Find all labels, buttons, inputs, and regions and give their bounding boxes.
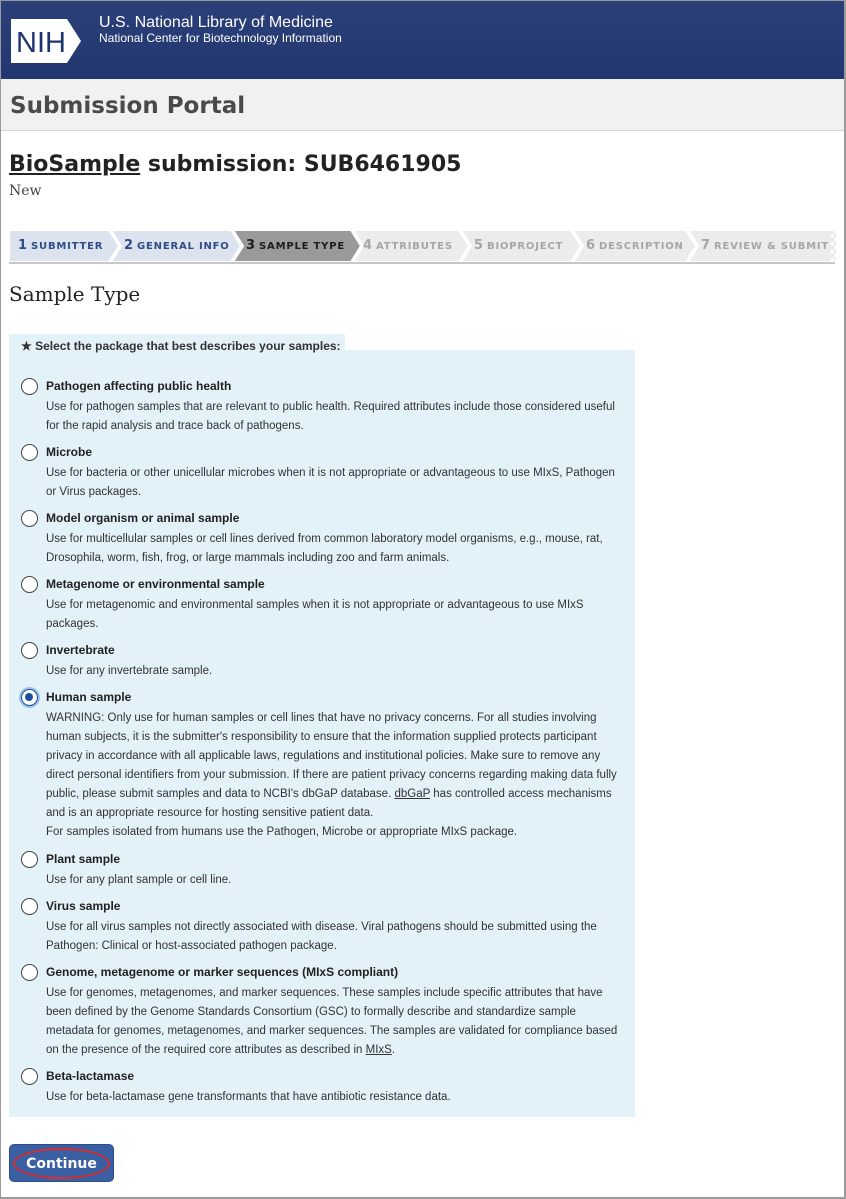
org-subname[interactable]: National Center for Biotechnology Information (99, 31, 342, 45)
option-description-text: Use for genomes, metagenomes, and marker sequences. These samples include specific attributes that have been defined by the Genome Standards Consortium (GSC) to formally describe and standardize sample metadata for genomes, metagenomes, and marker sequences. The samples are validated for compliance based on the presence of the required core attributes as described in (46, 987, 618, 1056)
option-description-link[interactable]: MIxS (365, 1044, 392, 1056)
radio-microbe[interactable] (21, 444, 38, 461)
org-name[interactable]: U.S. National Library of Medicine (99, 14, 333, 31)
package-legend (9, 334, 345, 358)
option-description (46, 918, 626, 956)
option-description-text: Use for pathogen samples that are relevant to public health. Required attributes include those considered useful for the rapid analysis and trace back of pathogens. (46, 401, 615, 432)
option-title[interactable]: Invertebrate (46, 643, 115, 657)
option-description-note: For samples isolated from humans use the Pathogen, Microbe or appropriate MIxS package. (46, 826, 518, 838)
option-description (46, 662, 626, 681)
step-4 (353, 230, 469, 262)
step-3[interactable] (233, 230, 361, 262)
biosample-link[interactable]: BioSample (9, 152, 141, 177)
option-title[interactable]: Beta-lactamase (46, 1069, 135, 1083)
continue-button[interactable]: Continue (9, 1144, 114, 1182)
step-number: 4 (363, 238, 373, 253)
option-title[interactable]: Model organism or animal sample (46, 511, 240, 525)
radio-invertebrate[interactable] (21, 642, 38, 659)
option-title[interactable]: Metagenome or environmental sample (46, 577, 265, 591)
step-number: 2 (124, 238, 134, 253)
step-1[interactable] (9, 230, 119, 262)
step-text: DESCRIPTION (599, 241, 684, 252)
step-text: BIOPROJECT (487, 241, 564, 252)
option-description (46, 1088, 626, 1107)
option-description-text: . (391, 1044, 396, 1056)
option-title[interactable]: Plant sample (46, 852, 121, 866)
portal-bar (1, 79, 844, 131)
option-description (46, 530, 626, 568)
radio-beta-lactamase[interactable] (21, 1068, 38, 1085)
step-text: SUBMITTER (31, 241, 104, 252)
option-description-text: has controlled access mechanisms and is an appropriate resource for hosting sensitive patient data. (46, 788, 612, 819)
nih-logo[interactable] (11, 19, 81, 63)
option-description-link[interactable]: dbGaP (394, 788, 431, 800)
step-number: 7 (701, 238, 711, 253)
radio-pathogen[interactable] (21, 378, 38, 395)
option-description (46, 709, 626, 842)
step-label (246, 238, 345, 253)
step-text: SAMPLE TYPE (259, 241, 345, 252)
radio-metagenome[interactable] (21, 576, 38, 593)
option-description (46, 596, 626, 634)
step-label (363, 238, 453, 253)
radio-human[interactable] (21, 689, 38, 706)
step-5 (461, 230, 581, 262)
option-description-text: Use for metagenomic and environmental samples when it is not appropriate or advantageous to use MIxS packages. (46, 599, 584, 630)
option-description-text: Use for any plant sample or cell line. (46, 874, 232, 886)
package-panel (9, 350, 635, 1117)
step-7 (688, 230, 837, 262)
nih-logo-text: NIH (16, 27, 66, 59)
radio-virus[interactable] (21, 898, 38, 915)
package-legend-text: ★ Select the package that best describes your samples: (21, 339, 341, 353)
steps-divider (9, 262, 835, 264)
wizard-steps (9, 230, 837, 262)
radio-model-organism[interactable] (21, 510, 38, 527)
option-title[interactable]: Pathogen affecting public health (46, 379, 232, 393)
option-description (46, 871, 626, 890)
option-title[interactable]: Virus sample (46, 899, 121, 913)
radio-plant[interactable] (21, 851, 38, 868)
step-text: REVIEW & SUBMIT (714, 241, 830, 252)
step-number: 6 (586, 238, 596, 253)
option-description-text: Use for bacteria or other unicellular microbes when it is not appropriate or advantageous to use MIxS, Pathogen or Virus packages. (46, 467, 615, 498)
option-description-text: Use for any invertebrate sample. (46, 665, 213, 677)
step-number: 1 (18, 238, 28, 253)
option-description-text: Use for multicellular samples or cell lines derived from common laboratory model organisms, e.g., mouse, rat, Drosophila, worm, fish, frog, or large mammals including zoo and farm animals. (46, 533, 603, 564)
option-description (46, 464, 626, 502)
submission-status: New (9, 183, 42, 199)
step-label (701, 238, 829, 253)
step-6 (573, 230, 696, 262)
submission-title (9, 152, 461, 177)
step-2[interactable] (111, 230, 241, 262)
option-description-text: WARNING: Only use for human samples or cell lines that have no privacy concerns. For all studies involving human subjects, it is the submitter's responsibility to ensure that the information supplied protects participant privacy in accordance with all applicable laws, regulations and institutional policies. Make sure to remove any direct personal identifiers from your submission. If there are patient privacy concerns regarding making data fully public, please submit samples and data to NCBI's dbGaP database. (46, 712, 617, 800)
portal-title[interactable]: Submission Portal (10, 93, 246, 119)
step-label (586, 238, 684, 253)
section-title: Sample Type (9, 282, 141, 306)
option-description (46, 398, 626, 436)
step-label (124, 238, 230, 253)
site-header (1, 1, 844, 79)
option-title[interactable]: Human sample (46, 690, 132, 704)
step-number: 3 (246, 238, 256, 253)
option-description-text: Use for all virus samples not directly associated with disease. Viral pathogens should be submitted using the Pathogen: Clinical or host-associated pathogen package. (46, 921, 597, 952)
step-label (474, 238, 563, 253)
step-text: ATTRIBUTES (376, 241, 453, 252)
option-title[interactable]: Genome, metagenome or marker sequences (MIxS compliant) (46, 965, 399, 979)
radio-mixs[interactable] (21, 964, 38, 981)
step-number: 5 (474, 238, 484, 253)
step-text: GENERAL INFO (137, 241, 230, 252)
submission-id: submission: SUB6461905 (140, 152, 462, 177)
option-description (46, 984, 626, 1060)
option-title[interactable]: Microbe (46, 445, 93, 459)
option-description-text: Use for beta-lactamase gene transformants that have antibiotic resistance data. (46, 1091, 451, 1103)
step-label (18, 238, 103, 253)
